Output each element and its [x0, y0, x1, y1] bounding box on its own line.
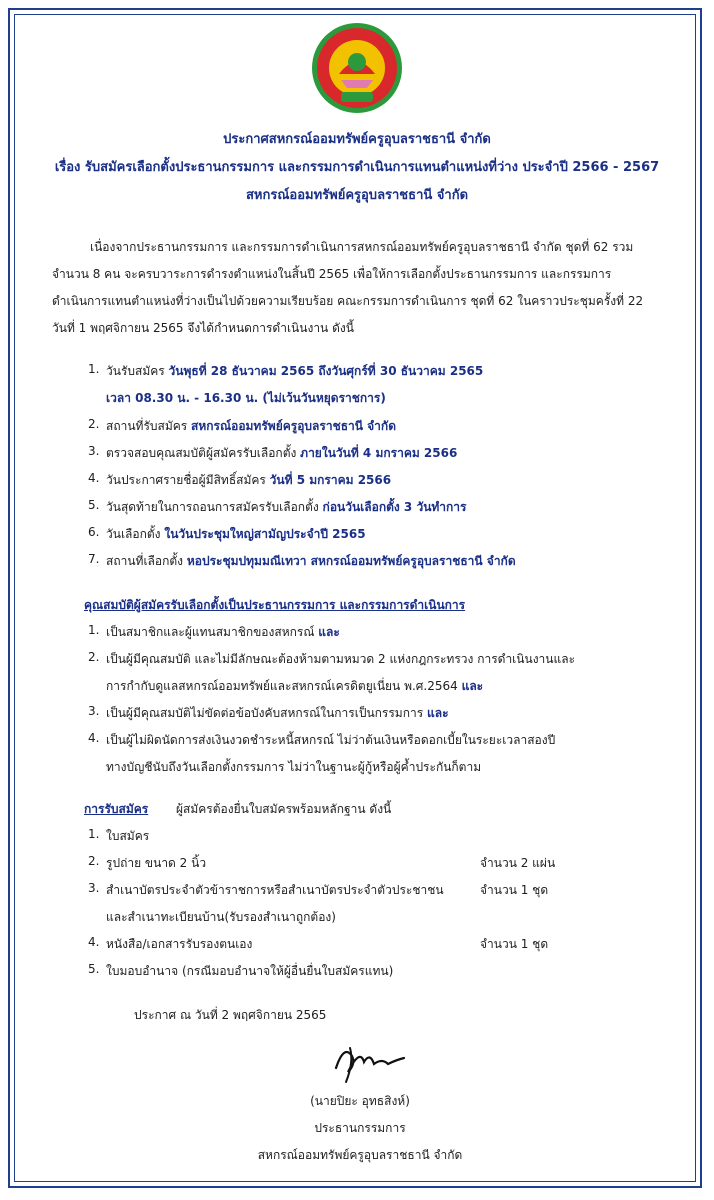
intro-line: วันที่ 1 พฤศจิกายน 2565 จึงได้กำหนดการดำเนินงาน ดังนี้: [52, 321, 354, 335]
application-item: ใบมอบอำนาจ (กรณีมอบอำนาจให้ผู้อื่นยื่นใบสมัครแทน): [106, 964, 394, 978]
announcement-title: ประกาศสหกรณ์ออมทรัพย์ครูอุบลราชธานี จำกัด: [223, 132, 491, 147]
signer-organization: สหกรณ์ออมทรัพย์ครูอุบลราชธานี จำกัด: [257, 1148, 463, 1162]
list-number: 3.: [88, 444, 100, 458]
qualifications-heading: คุณสมบัติผู้สมัครรับเลือกตั้งเป็นประธานกรรมการ และกรรมการดำเนินการ: [84, 598, 466, 612]
signature: [330, 1038, 410, 1086]
schedule-item: สถานที่เลือกตั้ง หอประชุมปทุมมณีเทวา สหกรณ์ออมทรัพย์ครูอุบลราชธานี จำกัด: [106, 554, 516, 568]
application-quantity: จำนวน 1 ชุด: [480, 883, 549, 897]
application-quantity: จำนวน 2 แผ่น: [480, 856, 556, 870]
list-number: 1.: [88, 362, 100, 376]
application-item-cont: และสำเนาทะเบียนบ้าน(รับรองสำเนาถูกต้อง): [106, 910, 336, 924]
intro-line: ดำเนินการแทนตำแหน่งที่ว่างเป็นไปด้วยความเรียบร้อย คณะกรรมการดำเนินการ ชุดที่ 62 ในคราวประชุมครั้งที่ 22: [52, 294, 644, 308]
qualification-item: เป็นผู้มีคุณสมบัติ และไม่มีลักษณะต้องห้ามตามหมวด 2 แห่งกฎกระทรวง การดำเนินงานและ: [106, 652, 576, 666]
list-number: 2.: [88, 650, 100, 664]
signer-name: (นายปิยะ อุทธสิงห์): [310, 1094, 410, 1108]
schedule-item: วันประกาศรายชื่อผู้มีสิทธิ์สมัคร วันที่ 5 มกราคม 2566: [106, 473, 392, 487]
qualification-item-cont: การกำกับดูแลสหกรณ์ออมทรัพย์และสหกรณ์เครดิตยูเนี่ยน พ.ศ.2564 และ: [106, 679, 484, 693]
signer-position: ประธานกรรมการ: [314, 1121, 406, 1135]
application-quantity: จำนวน 1 ชุด: [480, 937, 549, 951]
qualification-item: เป็นผู้มีคุณสมบัติไม่ขัดต่อข้อบังคับสหกรณ์ในการเป็นกรรมการ และ: [106, 706, 449, 720]
list-number: 3.: [88, 881, 100, 895]
announce-date: ประกาศ ณ วันที่ 2 พฤศจิกายน 2565: [134, 1008, 327, 1022]
application-item: หนังสือ/เอกสารรับรองตนเอง: [106, 937, 253, 951]
intro-line: เนื่องจากประธานกรรมการ และกรรมการดำเนินการสหกรณ์ออมทรัพย์ครูอุบลราชธานี จำกัด ชุดที่ 62 รวม: [90, 240, 634, 254]
list-number: 1.: [88, 827, 100, 841]
list-number: 1.: [88, 623, 100, 637]
qualification-item: เป็นสมาชิกและผู้แทนสมาชิกของสหกรณ์ และ: [106, 625, 340, 639]
qualification-item: เป็นผู้ไม่ผิดนัดการส่งเงินงวดชำระหนี้สหกรณ์ ไม่ว่าต้นเงินหรือดอกเบี้ยในระยะเวลาสองปี: [106, 733, 556, 747]
list-number: 2.: [88, 417, 100, 431]
application-item: ใบสมัคร: [106, 829, 150, 843]
list-number: 7.: [88, 552, 100, 566]
list-number: 4.: [88, 471, 100, 485]
list-number: 3.: [88, 704, 100, 718]
list-number: 5.: [88, 498, 100, 512]
list-number: 4.: [88, 935, 100, 949]
intro-line: จำนวน 8 คน จะครบวาระการดำรงตำแหน่งในสิ้นปี 2565 เพื่อให้การเลือกตั้งประธานกรรมการ และกรรมการ: [52, 267, 612, 281]
application-item: รูปถ่าย ขนาด 2 นิ้ว: [106, 856, 207, 870]
qualification-item-cont: ทางบัญชีนับถึงวันเลือกตั้งกรรมการ ไม่ว่าในฐานะผู้กู้หรือผู้ค้ำประกันก็ตาม: [106, 760, 482, 774]
list-number: 5.: [88, 962, 100, 976]
intro-paragraph: [52, 234, 682, 342]
schedule-item: วันสุดท้ายในการถอนการสมัครรับเลือกตั้ง ก่อนวันเลือกตั้ง 3 วันทำการ: [106, 500, 467, 514]
schedule-item: สถานที่รับสมัคร สหกรณ์ออมทรัพย์ครูอุบลราชธานี จำกัด: [106, 419, 396, 433]
application-subtitle: ผู้สมัครต้องยื่นใบสมัครพร้อมหลักฐาน ดังนี้: [176, 802, 392, 816]
schedule-item: ตรวจสอบคุณสมบัติผู้สมัครรับเลือกตั้ง ภายในวันที่ 4 มกราคม 2566: [106, 446, 458, 460]
list-number: 2.: [88, 854, 100, 868]
list-number: 4.: [88, 731, 100, 745]
announcement-subject: เรื่อง รับสมัครเลือกตั้งประธานกรรมการ และกรรมการดำเนินการแทนตำแหน่งที่ว่าง ประจำปี 2566 - 2567: [54, 160, 660, 175]
schedule-item-cont: เวลา 08.30 น. - 16.30 น. (ไม่เว้นวันหยุดราชการ): [106, 391, 386, 405]
schedule-item: วันรับสมัคร วันพุธที่ 28 ธันวาคม 2565 ถึงวันศุกร์ที่ 30 ธันวาคม 2565: [106, 364, 484, 378]
list-number: 6.: [88, 525, 100, 539]
schedule-item: วันเลือกตั้ง ในวันประชุมใหญ่สามัญประจำปี 2565: [106, 527, 366, 541]
cooperative-logo: [311, 22, 403, 114]
application-item: สำเนาบัตรประจำตัวข้าราชการหรือสำเนาบัตรประจำตัวประชาชน: [106, 883, 444, 897]
announcement-org: สหกรณ์ออมทรัพย์ครูอุบลราชธานี จำกัด: [245, 188, 469, 203]
application-heading: การรับสมัคร: [84, 802, 149, 816]
